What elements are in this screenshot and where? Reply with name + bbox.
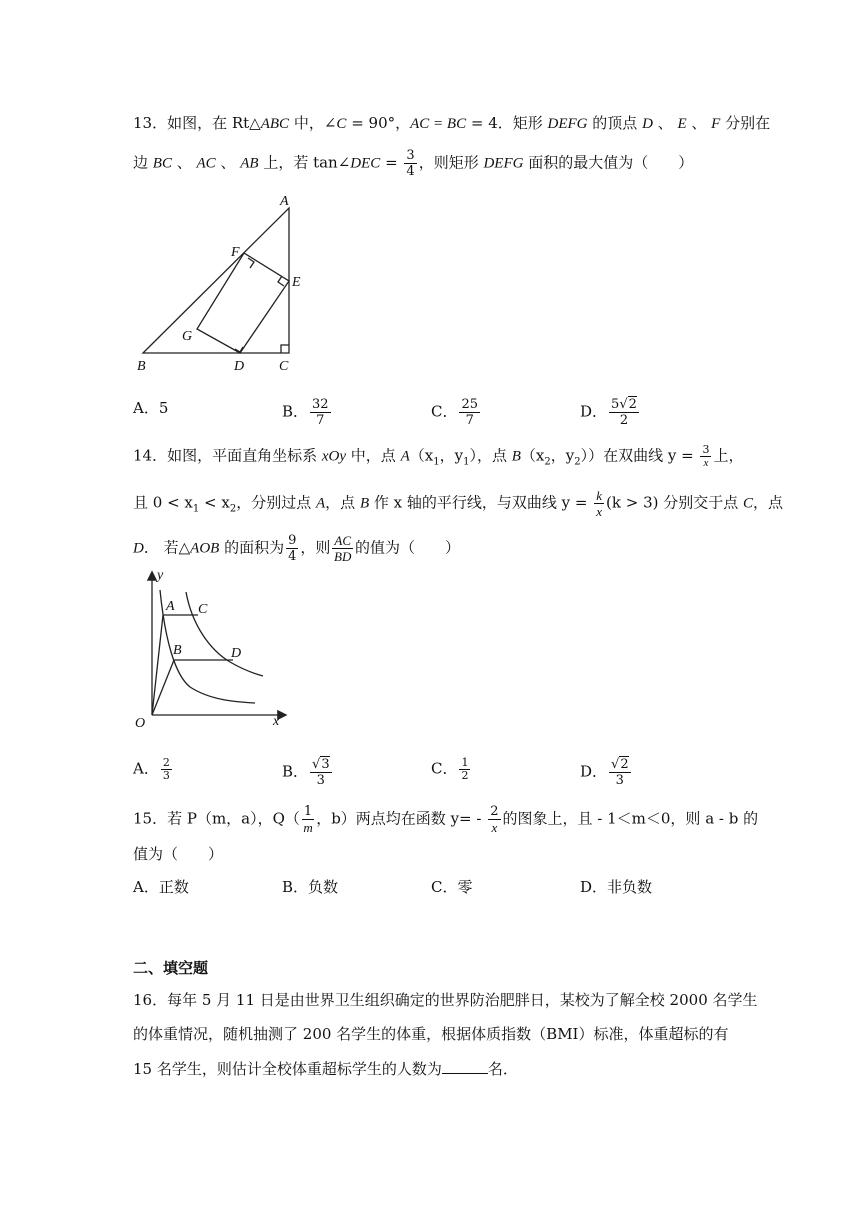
q14-hyperbola-figure [130, 565, 300, 735]
label-d: D [234, 359, 245, 374]
q13-triangle-figure [130, 190, 330, 380]
q13-option-d[interactable]: D． $\frac{5√2}{2}$ [580, 397, 637, 428]
label-g: G [182, 329, 193, 344]
q14-line-3: D． 若△AOB 的面积为 $\frac{9}{4}$ ，则 $\frac{AC}{BD}$ 的值为（ ） [133, 533, 461, 564]
q13-line-1: 13．如图，在 Rt△ABC 中，∠C = 90°，AC = BC = 4．矩形 DEFG 的顶点 D 、 E 、 F 分别在 [133, 114, 771, 132]
rectangle-defg [197, 253, 289, 353]
tan-fraction: $\frac{3}{4}$ [406, 148, 415, 179]
q14-option-a[interactable]: A． $\frac{2}{3}$ [133, 756, 170, 782]
label-a-14: A [166, 599, 175, 614]
label-c-14: C [198, 602, 208, 617]
label-b-14: B [173, 643, 182, 658]
answer-blank[interactable] [442, 1057, 488, 1074]
q14-option-d[interactable]: D． $\frac{√2}{3}$ [580, 757, 629, 788]
label-d-14: D [231, 646, 242, 661]
q16-line-3: 15 名学生，则估计全校体重超标学生的人数为 名． [133, 1057, 518, 1080]
q14-option-c[interactable]: C． $\frac{1}{2}$ [431, 756, 469, 782]
label-b: B [137, 359, 146, 374]
q15-option-b[interactable]: B．负数 [282, 878, 339, 896]
label-o: O [135, 716, 146, 731]
q14-option-b[interactable]: B． $\frac{√3}{3}$ [282, 757, 330, 788]
label-c: C [279, 359, 289, 374]
right-angle-c [281, 345, 289, 353]
q15-line-2: 值为（ ） [133, 845, 224, 863]
triangle-abc [143, 208, 289, 353]
q13-option-a[interactable]: A．5 [133, 399, 169, 417]
q15-line-1: 15．若 P（m，a），Q（ $\frac{1}{m}$ ，b）两点均在函数 y= - $\frac{2}{x}$ 的图象上，且 - 1＜m＜0，则 a - b 的 [133, 804, 759, 835]
q15-option-c[interactable]: C．零 [431, 878, 473, 896]
label-f: F [231, 245, 240, 260]
q16-line-1: 16．每年 5 月 11 日是由世界卫生组织确定的世界防治肥胖日，某校为了解全校 2000 名学生 [133, 991, 758, 1009]
q14-line-1: 14．如图，平面直角坐标系 xOy 中，点 $A(x_1$，$y_1$），点 $B(x_2$，$y_2$））在双曲线 y = $\frac{3}{x}$ 上， [133, 443, 744, 469]
q14-line-2: 且 $0 < x_1 < x_2$，分别过点 A，点 B 作 x 轴的平行线，与双曲线 y = $\frac{k}{x}$ (k > 3) 分别交于点 C，点 [133, 488, 784, 519]
q15-option-a[interactable]: A．正数 [133, 878, 189, 896]
label-a: A [280, 194, 289, 209]
label-y: y [157, 568, 164, 583]
label-e: E [292, 275, 301, 290]
q16-line-2: 的体重情况，随机抽测了 200 名学生的体重，根据体质指数（BMI）标准，体重超标的有 [133, 1025, 729, 1043]
q13-option-b[interactable]: B． $\frac{32}{7}$ [282, 397, 329, 428]
q15-option-d[interactable]: D．非负数 [580, 878, 653, 896]
right-angle-f [248, 258, 254, 268]
label-x: x [273, 714, 280, 729]
section-title: 二、填空题 [133, 959, 209, 977]
q13-line-2: 边 BC 、 AC 、 AB 上，若 tan∠DEC = $\frac{3}{4}$ ，则矩形 DEFG 面积的最大值为（ ） [133, 148, 694, 179]
q13-option-c[interactable]: C． $\frac{25}{7}$ [431, 397, 479, 428]
